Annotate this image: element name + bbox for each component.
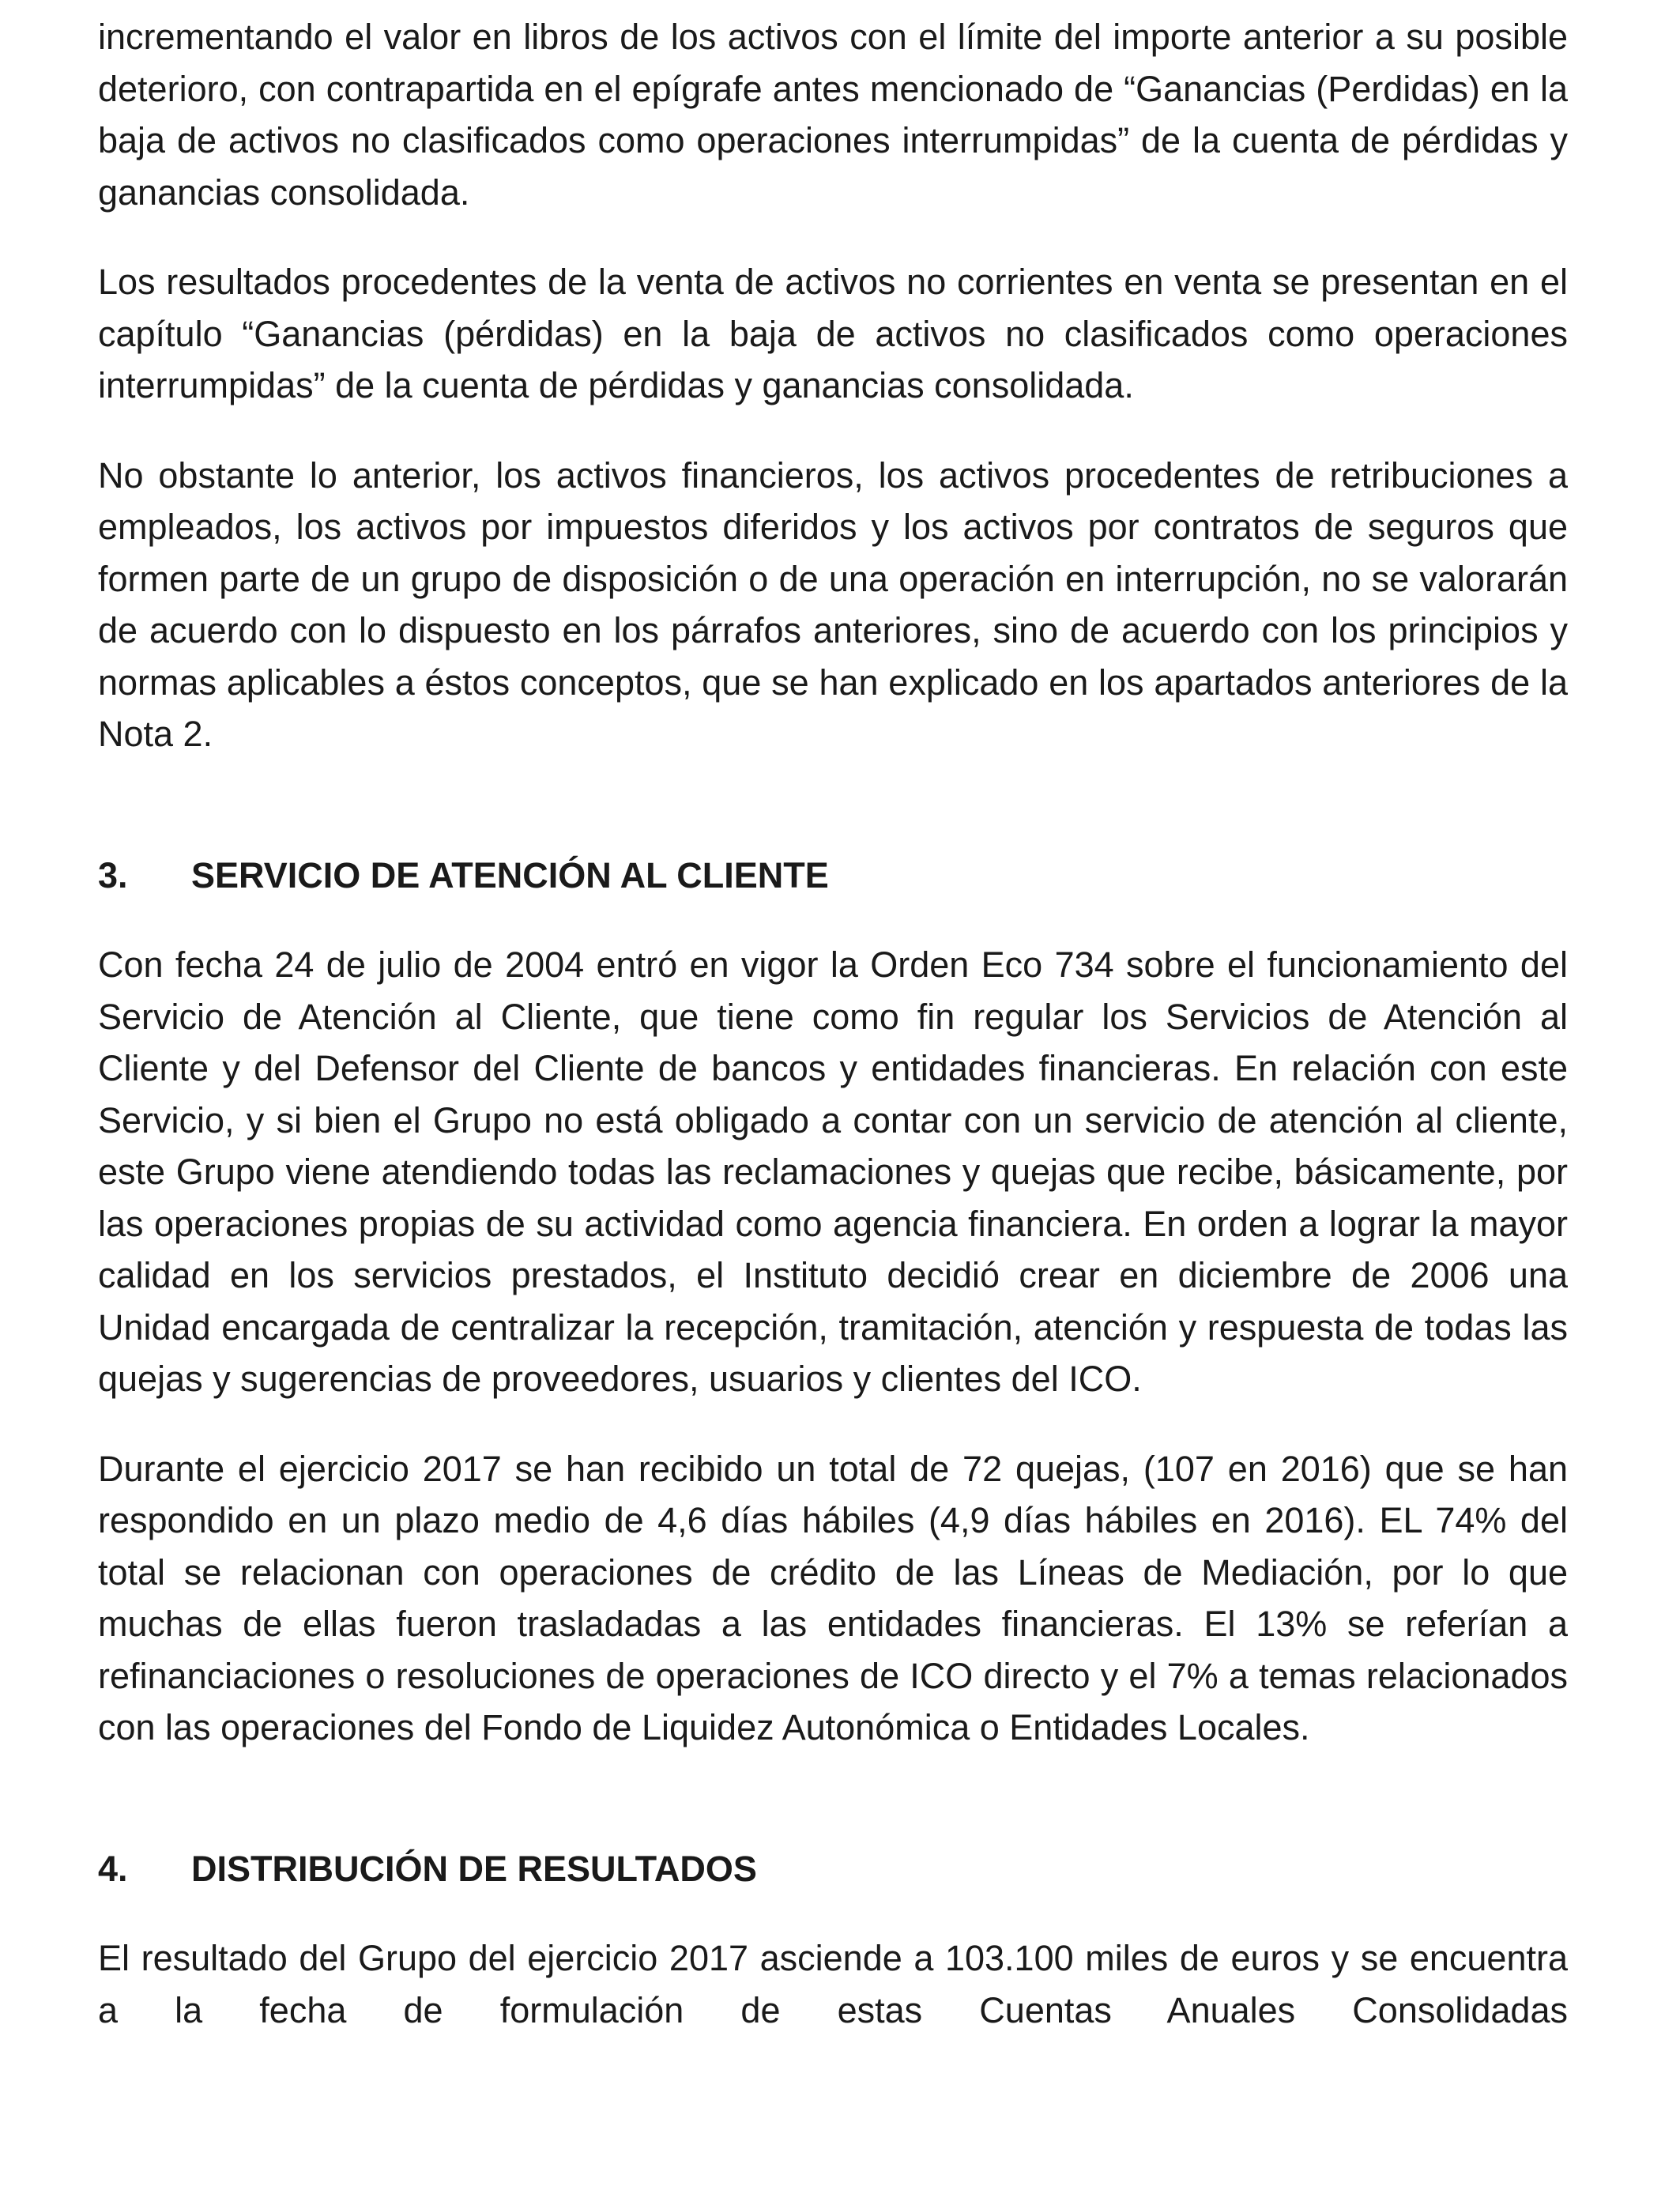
- heading-spacer: [98, 1894, 1568, 1932]
- section-3-heading: [98, 850, 1568, 902]
- section-4-title: DISTRIBUCIÓN DE RESULTADOS: [191, 1848, 757, 1889]
- document-page: [98, 11, 1568, 2036]
- section-3-title: SERVICIO DE ATENCIÓN AL CLIENTE: [191, 854, 829, 895]
- heading-spacer: [98, 901, 1568, 939]
- paragraph-complaints-2017: Durante el ejercicio 2017 se han recibido un total de 72 quejas, (107 en 2016) que se han respondido en un plazo medio de 4,6 días hábiles (4,9 días hábiles en 2016). EL 74% del total se relacionan con operaciones de crédito de las Líneas de Mediación, por lo que muchas de ellas fueron trasladadas a las entidades financieras. El 13% se referían a refinanciaciones o resoluciones de operaciones de ICO directo y el 7% a temas relacionados con las operaciones del Fondo de Liquidez Autonómica o Entidades Locales.: [98, 1448, 1568, 1747]
- paragraph-impairment-reversal: incrementando el valor en libros de los activos con el límite del importe anterior a su posible deterioro, con contrapartida en el epígrafe antes mencionado de “Ganancias (Perdidas) en la baja de activos no clasificados como operaciones interrumpidas” de la cuenta de pérdidas y ganancias consolidada.: [98, 17, 1568, 213]
- paragraph-results-distribution: El resultado del Grupo del ejercicio 2017 asciende a 103.100 miles de euros y se encuentra a la fecha de formulación de estas Cuentas Anuales Consolidadas: [98, 1938, 1568, 2030]
- section-4-heading: [98, 1843, 1568, 1895]
- section-spacer: [98, 1754, 1568, 1843]
- section-3-number: 3.: [98, 854, 128, 895]
- section-spacer: [98, 760, 1568, 850]
- paragraph-customer-service: Con fecha 24 de julio de 2004 entró en vigor la Orden Eco 734 sobre el funcionamiento del Servicio de Atención al Cliente, que tiene como fin regular los Servicios de Atención al Cliente y del Defensor del Cliente de bancos y entidades financieras. En relación con este Servicio, y si bien el Grupo no está obligado a contar con un servicio de atención al cliente, este Grupo viene atendiendo todas las reclamaciones y quejas que recibe, básicamente, por las operaciones propias de su actividad como agencia financiera. En orden a lograr la mayor calidad en los servicios prestados, el Instituto decidió crear en diciembre de 2006 una Unidad encargada de centralizar la recepción, tramitación, atención y respuesta de todas las quejas y sugerencias de proveedores, usuarios y clientes del ICO.: [98, 944, 1568, 1399]
- paragraph-exceptions: No obstante lo anterior, los activos financieros, los activos procedentes de retribuciones a empleados, los activos por impuestos diferidos y los activos por contratos de seguros que formen parte de un grupo de disposición o de una operación en interrupción, no se valorarán de acuerdo con lo dispuesto en los párrafos anteriores, sino de acuerdo con los principios y normas aplicables a éstos conceptos, que se han explicado en los apartados anteriores de la Nota 2.: [98, 454, 1568, 754]
- paragraph-sale-results: Los resultados procedentes de la venta de activos no corrientes en venta se presentan en el capítulo “Ganancias (pérdidas) en la baja de activos no clasificados como operaciones interrumpidas” de la cuenta de pérdidas y ganancias consolidada.: [98, 262, 1568, 405]
- section-4-number: 4.: [98, 1848, 128, 1889]
